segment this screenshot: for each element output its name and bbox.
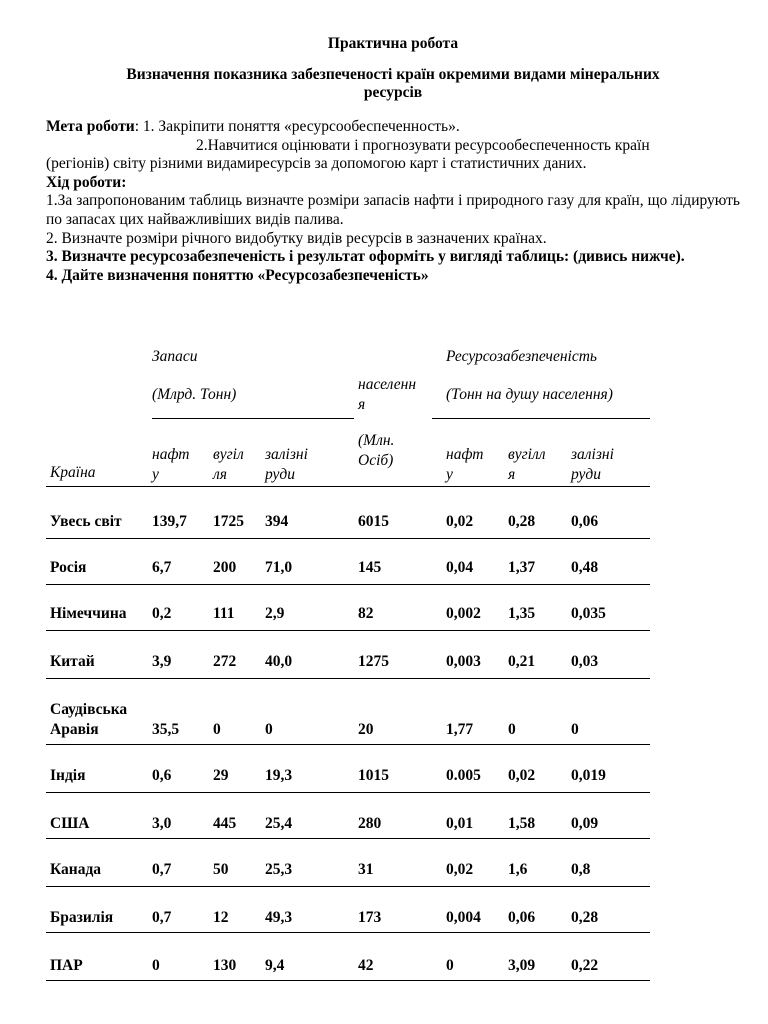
cell-coal: 272	[213, 653, 237, 670]
goal-label: Мета роботи	[46, 118, 135, 135]
cell-coal: 130	[213, 957, 237, 974]
cell-coal-supply: 0,06	[508, 909, 536, 926]
cell-coal-supply: 0,02	[508, 767, 536, 784]
cell-oil: 3,9	[152, 653, 172, 670]
cell-oil-supply: 0	[446, 957, 454, 974]
cell-iron: 25,3	[265, 861, 293, 878]
cell-iron-supply: 0,06	[571, 513, 599, 530]
cell-coal-supply: 1,35	[508, 605, 536, 622]
cell-coal: 1725	[213, 513, 244, 530]
header-population-2: я	[358, 396, 366, 413]
cell-coal: 12	[213, 909, 229, 926]
cell-country: ПАР	[50, 957, 83, 974]
step-3: 3. Визначте ресурсозабезпеченість і результат оформіть у вигляді таблиць: (дивись нижче).	[46, 248, 685, 266]
cell-iron: 19,3	[265, 767, 293, 784]
row-divider	[46, 584, 650, 585]
cell-iron: 394	[265, 513, 289, 530]
cell-oil-supply: 0,002	[446, 605, 481, 622]
cell-population: 1015	[358, 767, 389, 784]
cell-coal-supply: 0	[508, 721, 516, 738]
cell-country: Канада	[50, 861, 102, 878]
header-iron-1: залізні	[265, 446, 308, 463]
row-divider	[46, 980, 650, 981]
header-supply-unit: (Тонн на душу населення)	[446, 386, 613, 403]
cell-iron-supply: 0,28	[571, 909, 599, 926]
cell-coal-supply: 0,21	[508, 653, 536, 670]
cell-population: 20	[358, 721, 374, 738]
goal-item-2a: 2.Навчитися оцінювати і прогнозувати ресурсообеспеченность країн	[196, 136, 650, 154]
page-subtitle	[46, 66, 740, 102]
goal-item-2b: (регіонів) світу різними видамиресурсів за допомогою карт і статистичних даних.	[46, 155, 587, 173]
subtitle-line-2: ресурсів	[363, 84, 423, 101]
row-divider	[46, 838, 650, 839]
header-country: Країна	[50, 464, 96, 481]
cell-oil: 3,0	[152, 815, 172, 832]
cell-coal: 445	[213, 815, 237, 832]
header-coal-supply-2: я	[508, 466, 516, 483]
cell-country: Німеччина	[50, 605, 127, 622]
goal-paragraph	[46, 118, 740, 137]
cell-oil: 6,7	[152, 559, 172, 576]
header-iron-2: руди	[265, 466, 295, 483]
cell-iron: 40,0	[265, 653, 293, 670]
cell-population: 145	[358, 559, 382, 576]
cell-population: 280	[358, 815, 382, 832]
cell-coal: 0	[213, 721, 221, 738]
document-page	[46, 34, 740, 285]
cell-iron: 71,0	[265, 559, 293, 576]
cell-oil-supply: 0,02	[446, 513, 474, 530]
header-iron-supply-1: залізні	[571, 446, 614, 463]
header-coal-supply-1: вугілл	[508, 446, 546, 463]
header-iron-supply-2: руди	[571, 466, 601, 483]
cell-country: Китай	[50, 653, 95, 670]
cell-oil: 0,7	[152, 861, 172, 878]
header-coal-1: вугіл	[213, 446, 244, 463]
row-divider	[46, 932, 650, 933]
cell-country-line-1: Саудівська	[50, 701, 128, 718]
cell-oil-supply: 1,77	[446, 721, 474, 738]
cell-oil-supply: 0,004	[446, 909, 481, 926]
cell-coal: 29	[213, 767, 229, 784]
cell-iron: 9,4	[265, 957, 285, 974]
row-divider	[46, 792, 650, 793]
cell-iron: 2,9	[265, 605, 285, 622]
cell-coal: 111	[213, 605, 235, 622]
row-divider	[46, 744, 650, 745]
header-bottom-rule	[46, 486, 650, 487]
goal-item-1: : 1. Закріпити поняття «ресурсообеспеченность».	[134, 118, 460, 135]
header-reserves: Запаси	[152, 348, 198, 365]
header-population-unit-1: (Млн.	[358, 432, 395, 449]
cell-iron-supply: 0,035	[571, 605, 606, 622]
cell-coal-supply: 0,28	[508, 513, 536, 530]
cell-country: Бразилія	[50, 909, 114, 926]
cell-iron-supply: 0,8	[571, 861, 591, 878]
step-1: 1.За запропонованим таблиць визначте розміри запасів нафти і природного газу для країн, що лідирують по запасах цих найважливіших видів палива.	[46, 192, 740, 228]
cell-iron-supply: 0,22	[571, 957, 599, 974]
cell-country: США	[50, 815, 90, 832]
cell-oil-supply: 0.005	[446, 767, 481, 784]
step-2: 2. Визначте розміри річного видобутку видів ресурсів в зазначених країнах.	[46, 229, 547, 247]
cell-iron-supply: 0,03	[571, 653, 599, 670]
cell-iron: 49,3	[265, 909, 293, 926]
cell-coal-supply: 1,6	[508, 861, 528, 878]
cell-oil-supply: 0,003	[446, 653, 481, 670]
cell-iron: 25,4	[265, 815, 293, 832]
header-population-unit-2: Осіб)	[358, 452, 394, 469]
goal-paragraph-2	[46, 137, 740, 156]
header-population-1: населенн	[358, 376, 417, 393]
header-oil-supply-1: нафт	[446, 446, 484, 463]
cell-iron: 0	[265, 721, 273, 738]
header-oil-supply-2: у	[446, 466, 453, 483]
cell-oil-supply: 0,01	[446, 815, 474, 832]
cell-iron-supply: 0,09	[571, 815, 599, 832]
row-divider	[46, 630, 650, 631]
header-reserves-unit: (Млрд. Тонн)	[152, 386, 237, 403]
cell-coal: 200	[213, 559, 237, 576]
cell-population: 82	[358, 605, 374, 622]
cell-oil: 0,7	[152, 909, 172, 926]
row-divider	[46, 886, 650, 887]
header-oil-1: нафт	[152, 446, 190, 463]
cell-oil-supply: 0,04	[446, 559, 474, 576]
cell-country: Індія	[50, 767, 86, 784]
cell-iron-supply: 0,48	[571, 559, 599, 576]
step-4: 4. Дайте визначення поняттю «Ресурсозабезпеченість»	[46, 266, 429, 284]
header-oil-2: у	[152, 466, 159, 483]
cell-oil: 35,5	[152, 721, 180, 738]
cell-country: Росія	[50, 559, 87, 576]
row-divider	[46, 538, 650, 539]
cell-coal: 50	[213, 861, 229, 878]
header-supply-rule	[432, 418, 650, 419]
header-coal-2: ля	[213, 466, 227, 483]
cell-oil: 0	[152, 957, 160, 974]
cell-population: 6015	[358, 513, 389, 530]
cell-iron-supply: 0,019	[571, 767, 606, 784]
progress-label: Хід роботи:	[46, 173, 127, 191]
cell-iron-supply: 0	[571, 721, 579, 738]
cell-oil: 0,2	[152, 605, 172, 622]
cell-population: 173	[358, 909, 382, 926]
goal-paragraph-2b	[46, 155, 740, 174]
page-title: Практична робота	[327, 35, 459, 52]
cell-population: 42	[358, 957, 374, 974]
row-divider	[46, 678, 650, 679]
cell-country-line-2: Аравія	[50, 721, 99, 738]
subtitle-line-1: Визначення показника забезпеченості країн окремими видами мінеральних	[126, 66, 660, 83]
cell-oil: 0,6	[152, 767, 172, 784]
cell-population: 31	[358, 861, 374, 878]
cell-coal-supply: 3,09	[508, 957, 536, 974]
cell-country: Увесь світ	[50, 513, 122, 530]
cell-coal-supply: 1,37	[508, 559, 536, 576]
cell-oil-supply: 0,02	[446, 861, 474, 878]
header-reserves-rule	[152, 418, 354, 419]
header-supply: Ресурсозабезпеченість	[446, 348, 597, 365]
cell-oil: 139,7	[152, 513, 187, 530]
cell-population: 1275	[358, 653, 389, 670]
cell-coal-supply: 1,58	[508, 815, 536, 832]
